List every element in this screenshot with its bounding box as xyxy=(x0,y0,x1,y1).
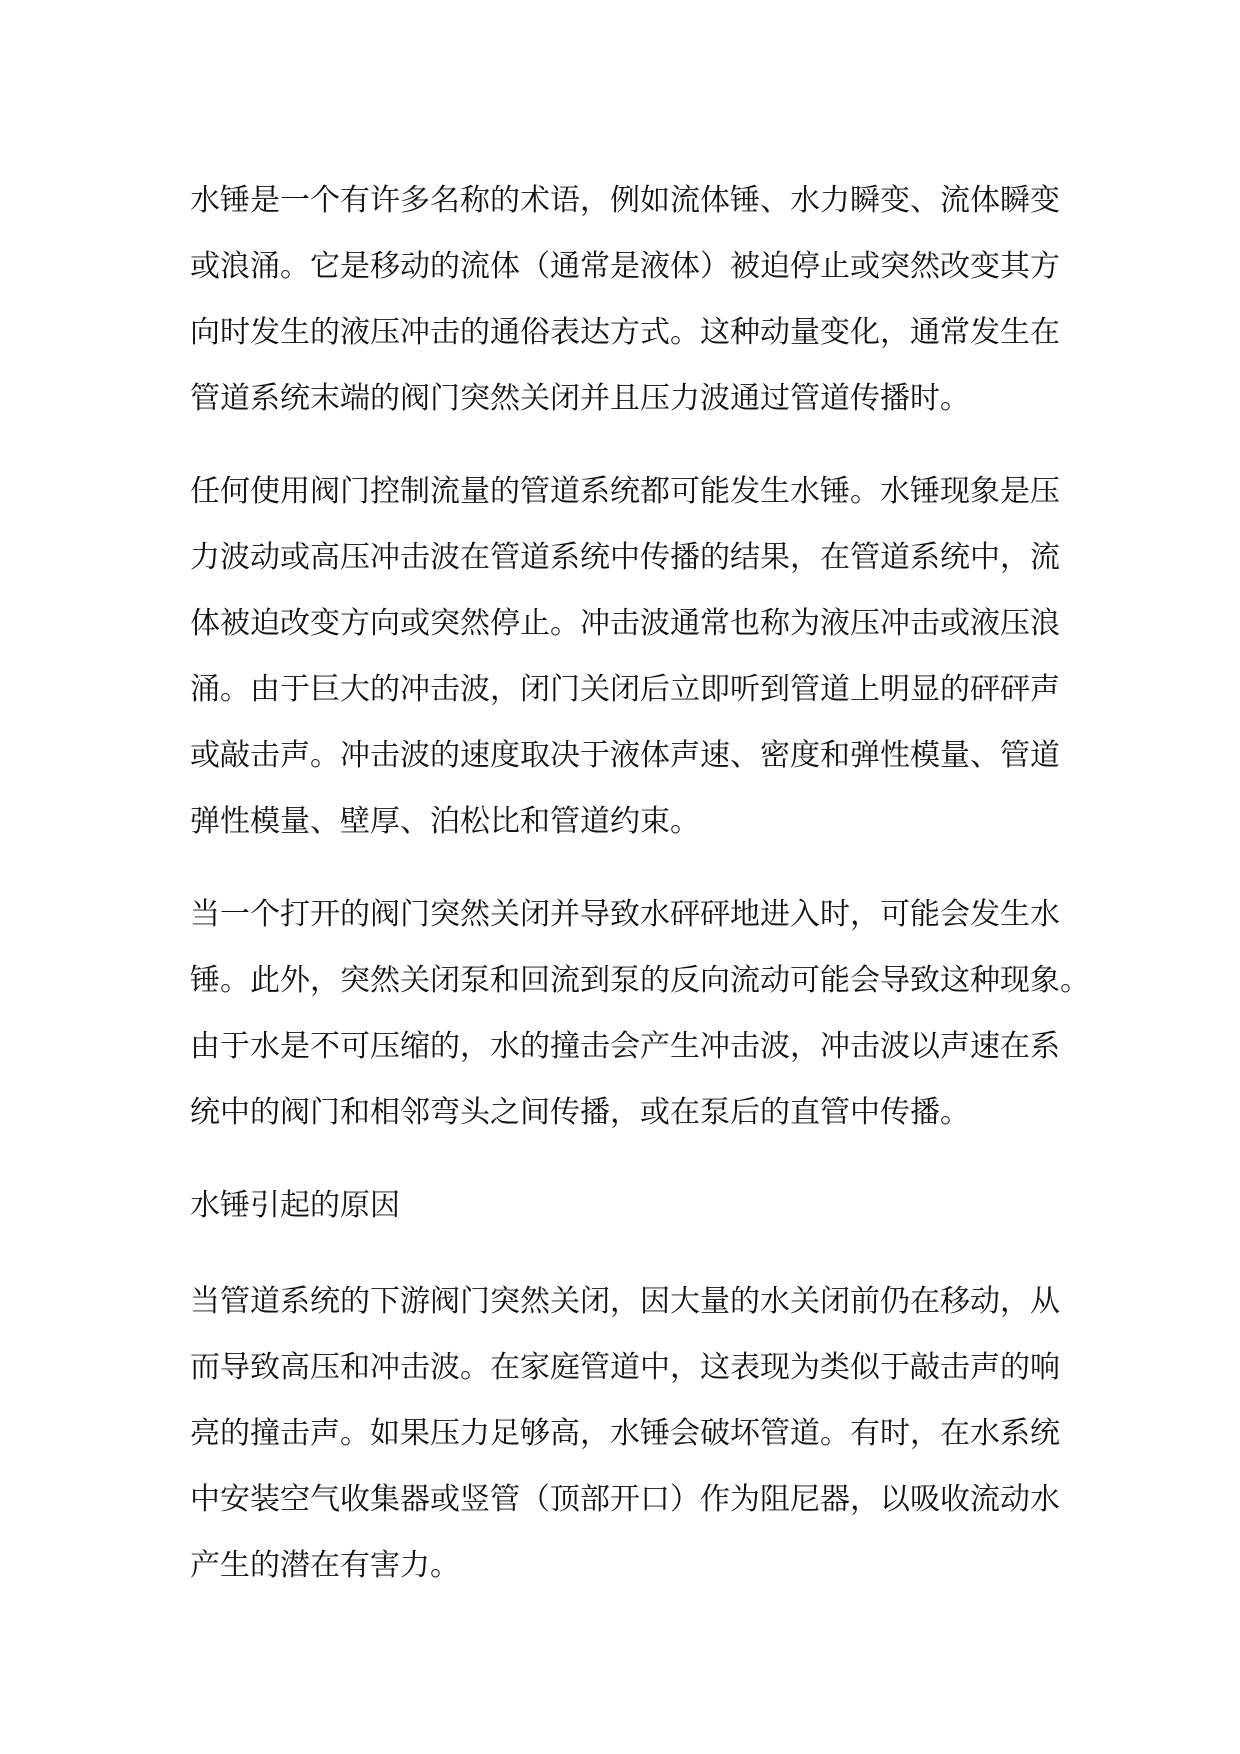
text-line: 亮的撞击声。如果压力足够高，水锤会破坏管道。有时，在水系统 xyxy=(190,1416,1060,1451)
text-line: 当一个打开的阀门突然关闭并导致水砰砰地进入时，可能会发生水 xyxy=(190,897,1060,932)
text-line: 产生的潜在有害力。 xyxy=(190,1548,460,1583)
text-line: 锤。此外，突然关闭泵和回流到泵的反向流动可能会导致这种现象。 xyxy=(190,963,1090,998)
text-line: 管道系统末端的阀门突然关闭并且压力波通过管道传播时。 xyxy=(190,381,970,416)
paragraph-intro xyxy=(190,168,1070,432)
text-line: 弹性模量、壁厚、泊松比和管道约束。 xyxy=(190,804,700,839)
text-line: 体被迫改变方向或突然停止。冲击波通常也称为液压冲击或液压浪 xyxy=(190,606,1060,641)
text-line: 涌。由于巨大的冲击波，闭门关闭后立即听到管道上明显的砰砰声 xyxy=(190,672,1060,707)
text-line: 或敲击声。冲击波的速度取决于液体声速、密度和弹性模量、管道 xyxy=(190,738,1060,773)
text-line: 中安装空气收集器或竖管（顶部开口）作为阻尼器，以吸收流动水 xyxy=(190,1482,1060,1517)
text-line: 而导致高压和冲击波。在家庭管道中，这表现为类似于敲击声的响 xyxy=(190,1350,1060,1385)
text-line: 向时发生的液压冲击的通俗表达方式。这种动量变化，通常发生在 xyxy=(190,315,1060,350)
section-heading-causes xyxy=(190,1173,1070,1239)
paragraph-causes xyxy=(190,1269,1070,1599)
text-line: 任何使用阀门控制流量的管道系统都可能发生水锤。水锤现象是压 xyxy=(190,474,1060,509)
paragraph-occurrence xyxy=(190,459,1070,855)
text-line: 或浪涌。它是移动的流体（通常是液体）被迫停止或突然改变其方 xyxy=(190,249,1060,284)
text-line: 力波动或高压冲击波在管道系统中传播的结果，在管道系统中，流 xyxy=(190,540,1060,575)
paragraph-valve-closure xyxy=(190,882,1090,1146)
text-line: 统中的阀门和相邻弯头之间传播，或在泵后的直管中传播。 xyxy=(190,1095,970,1130)
text-line: 当管道系统的下游阀门突然关闭，因大量的水关闭前仍在移动，从 xyxy=(190,1284,1060,1319)
text-line: 水锤是一个有许多名称的术语，例如流体锤、水力瞬变、流体瞬变 xyxy=(190,183,1060,218)
text-line: 由于水是不可压缩的，水的撞击会产生冲击波，冲击波以声速在系 xyxy=(190,1029,1060,1064)
heading-line: 水锤引起的原因 xyxy=(190,1188,400,1223)
